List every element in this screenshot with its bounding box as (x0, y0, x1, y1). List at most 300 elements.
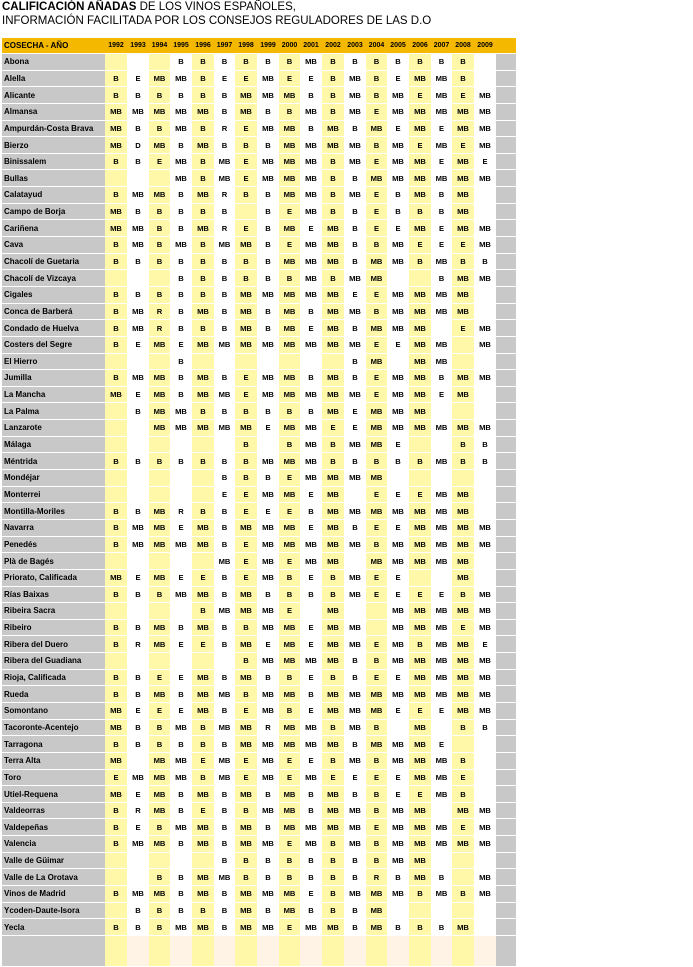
rating-cell: MB (170, 103, 192, 120)
rating-cell: MB (409, 170, 431, 187)
region-name: Plà de Bagés (2, 553, 105, 570)
rating-cell: E (366, 370, 387, 387)
rating-cell: MB (235, 719, 257, 736)
rating-cell: B (300, 403, 322, 420)
region-name: Conca de Barberá (2, 303, 105, 320)
rating-cell (127, 653, 149, 670)
rating-cell: MB (322, 370, 344, 387)
rating-cell: B (322, 719, 344, 736)
rating-cell: B (257, 270, 279, 287)
rating-cell: B (366, 536, 387, 553)
rating-cell: MB (279, 370, 300, 387)
rating-cell (474, 769, 496, 786)
rating-cell: B (192, 320, 214, 337)
table-row (2, 54, 516, 71)
year-header: 1997 (214, 38, 235, 54)
rating-cell (452, 403, 474, 420)
rating-cell: MB (452, 370, 474, 387)
rating-cell: MB (474, 103, 496, 120)
rating-cell: MB (409, 353, 431, 370)
rating-cell: B (192, 54, 214, 71)
rating-cell: MB (235, 919, 257, 936)
rating-cell: MB (387, 87, 409, 104)
rating-cell: MB (474, 669, 496, 686)
rating-cell: MB (387, 370, 409, 387)
rating-cell (170, 852, 192, 869)
rating-cell: MB (214, 686, 235, 703)
rating-cell: MB (279, 902, 300, 919)
rating-cell (431, 569, 452, 586)
row-tail (496, 270, 516, 287)
rating-cell: B (452, 752, 474, 769)
rating-cell (257, 436, 279, 453)
rating-cell: E (235, 553, 257, 570)
rating-cell: MB (322, 303, 344, 320)
row-tail (496, 54, 516, 71)
rating-cell: E (170, 519, 192, 536)
rating-cell: MB (192, 420, 214, 437)
rating-cell: MB (279, 87, 300, 104)
rating-cell: MB (149, 619, 170, 636)
rating-cell: MB (279, 719, 300, 736)
year-header: 2003 (344, 38, 366, 54)
rating-cell: E (257, 503, 279, 520)
table-row (2, 120, 516, 137)
region-name: Penedés (2, 536, 105, 553)
rating-cell: MB (192, 303, 214, 320)
table-row (2, 137, 516, 154)
rating-cell: E (474, 636, 496, 653)
rating-cell: MB (387, 852, 409, 869)
rating-cell: MB (235, 886, 257, 903)
rating-cell: MB (300, 919, 322, 936)
rating-cell: MB (257, 619, 279, 636)
rating-cell: E (366, 569, 387, 586)
region-name: La Palma (2, 403, 105, 420)
rating-cell (474, 752, 496, 769)
rating-cell (387, 902, 409, 919)
rating-cell: B (235, 653, 257, 670)
rating-cell: B (105, 153, 127, 170)
row-tail (496, 519, 516, 536)
region-name: Costers del Segre (2, 336, 105, 353)
rating-cell (409, 470, 431, 487)
rating-cell: MB (431, 536, 452, 553)
rating-cell: MB (452, 702, 474, 719)
rating-cell: MB (322, 802, 344, 819)
rating-cell: MB (387, 736, 409, 753)
rating-cell (105, 54, 127, 71)
rating-cell (170, 436, 192, 453)
rating-cell: E (387, 436, 409, 453)
rating-cell (127, 553, 149, 570)
rating-cell: B (127, 719, 149, 736)
rating-cell (431, 802, 452, 819)
rating-cell: MB (409, 503, 431, 520)
rating-cell: MB (474, 653, 496, 670)
rating-cell: MB (279, 220, 300, 237)
rating-cell: B (452, 719, 474, 736)
row-tail (496, 802, 516, 819)
rating-cell: MB (192, 586, 214, 603)
rating-cell: B (105, 586, 127, 603)
rating-cell: B (214, 503, 235, 520)
rating-cell (431, 719, 452, 736)
rating-cell: MB (474, 603, 496, 620)
rating-cell: B (344, 353, 366, 370)
rating-cell: B (300, 87, 322, 104)
rating-cell (149, 603, 170, 620)
rating-cell: B (105, 836, 127, 853)
rating-cell (300, 353, 322, 370)
rating-cell: MB (300, 436, 322, 453)
rating-cell: B (387, 203, 409, 220)
rating-cell: MB (279, 786, 300, 803)
rating-cell: B (366, 653, 387, 670)
rating-cell: E (387, 569, 409, 586)
rating-cell: MB (214, 603, 235, 620)
region-name: Málaga (2, 436, 105, 453)
row-tail (496, 669, 516, 686)
rating-cell: MB (257, 919, 279, 936)
rating-cell: MB (279, 336, 300, 353)
rating-cell: B (214, 403, 235, 420)
rating-cell (431, 902, 452, 919)
rating-cell: MB (279, 170, 300, 187)
rating-cell: B (192, 719, 214, 736)
rating-cell: B (257, 103, 279, 120)
rating-cell: MB (366, 553, 387, 570)
rating-cell: MB (409, 686, 431, 703)
rating-cell: MB (257, 453, 279, 470)
rating-cell: MB (235, 819, 257, 836)
rating-cell: MB (366, 320, 387, 337)
row-tail (496, 603, 516, 620)
rating-cell: B (279, 403, 300, 420)
table-row (2, 802, 516, 819)
rating-cell: MB (344, 87, 366, 104)
rating-cell (105, 603, 127, 620)
rating-cell: E (300, 752, 322, 769)
rating-cell: MB (257, 386, 279, 403)
rating-cell: MB (322, 553, 344, 570)
rating-cell: MB (452, 420, 474, 437)
rating-cell: E (344, 403, 366, 420)
rating-cell: MB (149, 187, 170, 204)
rating-cell: E (431, 120, 452, 137)
rating-cell: MB (149, 769, 170, 786)
rating-cell: MB (431, 486, 452, 503)
rating-cell: B (105, 503, 127, 520)
rating-cell: MB (192, 187, 214, 204)
rating-cell: MB (170, 719, 192, 736)
filler-cell (322, 935, 344, 966)
rating-cell: MB (149, 536, 170, 553)
rating-cell: E (235, 702, 257, 719)
rating-cell: B (474, 453, 496, 470)
rating-cell (474, 403, 496, 420)
rating-cell: B (214, 786, 235, 803)
rating-cell: MB (322, 137, 344, 154)
rating-cell: B (366, 70, 387, 87)
rating-cell: B (344, 453, 366, 470)
rating-cell: B (322, 153, 344, 170)
rating-cell: E (300, 636, 322, 653)
rating-cell: MB (127, 320, 149, 337)
rating-cell (149, 270, 170, 287)
rating-cell (127, 270, 149, 287)
rating-cell: R (366, 869, 387, 886)
rating-cell: MB (322, 120, 344, 137)
rating-cell: E (279, 752, 300, 769)
rating-cell: MB (279, 653, 300, 670)
filler-cell (127, 935, 149, 966)
rating-cell (452, 736, 474, 753)
rating-cell: B (322, 586, 344, 603)
rating-cell: MB (300, 54, 322, 71)
rating-cell: MB (452, 686, 474, 703)
rating-cell: E (431, 586, 452, 603)
rating-cell (474, 187, 496, 204)
rating-cell: E (366, 103, 387, 120)
rating-cell: E (431, 153, 452, 170)
region-name: Priorato, Calificada (2, 569, 105, 586)
rating-cell: MB (344, 103, 366, 120)
rating-cell: E (322, 769, 344, 786)
rating-cell: B (409, 636, 431, 653)
rating-cell: MB (344, 702, 366, 719)
rating-cell (474, 203, 496, 220)
row-tail (496, 769, 516, 786)
rating-cell: MB (257, 153, 279, 170)
rating-cell: B (192, 453, 214, 470)
rating-cell: MB (366, 403, 387, 420)
rating-cell: MB (235, 286, 257, 303)
rating-cell: E (452, 619, 474, 636)
rating-cell: E (235, 769, 257, 786)
rating-cell: MB (322, 786, 344, 803)
rating-cell: MB (192, 370, 214, 387)
rating-cell: B (387, 453, 409, 470)
rating-cell: B (300, 686, 322, 703)
rating-cell (105, 353, 127, 370)
rating-cell: MB (300, 286, 322, 303)
rating-cell: MB (214, 420, 235, 437)
rating-cell: MB (214, 553, 235, 570)
rating-cell: MB (214, 719, 235, 736)
rating-cell: B (344, 253, 366, 270)
rating-cell (431, 852, 452, 869)
rating-cell (322, 353, 344, 370)
rating-cell: B (127, 87, 149, 104)
rating-cell: B (235, 137, 257, 154)
rating-cell (474, 919, 496, 936)
rating-cell (344, 486, 366, 503)
table-row (2, 603, 516, 620)
rating-cell (192, 486, 214, 503)
rating-cell: MB (344, 636, 366, 653)
table-row (2, 902, 516, 919)
rating-cell: D (127, 137, 149, 154)
table-row (2, 786, 516, 803)
rating-cell: E (300, 486, 322, 503)
rating-cell: MB (300, 336, 322, 353)
rating-cell: MB (409, 553, 431, 570)
rating-cell: MB (214, 336, 235, 353)
row-tail (496, 436, 516, 453)
rating-cell (366, 619, 387, 636)
region-name: Valdepeñas (2, 819, 105, 836)
rating-cell: MB (149, 137, 170, 154)
rating-cell: MB (366, 736, 387, 753)
rating-cell: B (105, 519, 127, 536)
rating-cell: B (214, 453, 235, 470)
rating-cell: E (366, 636, 387, 653)
rating-cell: B (170, 286, 192, 303)
region-name: Condado de Huelva (2, 320, 105, 337)
rating-cell: B (235, 54, 257, 71)
title-rest: DE LOS VINOS ESPAÑOLES, (136, 1, 296, 13)
rating-cell: B (149, 203, 170, 220)
rating-cell: MB (452, 836, 474, 853)
rating-cell: B (192, 203, 214, 220)
rating-cell: B (170, 836, 192, 853)
rating-cell: MB (387, 836, 409, 853)
rating-cell: B (344, 203, 366, 220)
rating-cell: B (452, 54, 474, 71)
region-name: Valle de La Orotava (2, 869, 105, 886)
rating-cell: MB (387, 303, 409, 320)
rating-cell: E (235, 486, 257, 503)
rating-cell: B (257, 869, 279, 886)
rating-cell: MB (279, 320, 300, 337)
filler-cell (149, 935, 170, 966)
rating-cell: MB (322, 702, 344, 719)
rating-cell: MB (257, 70, 279, 87)
region-name: Bullas (2, 170, 105, 187)
rating-cell: MB (322, 403, 344, 420)
rating-cell (127, 486, 149, 503)
rating-cell (387, 270, 409, 287)
rating-cell: MB (387, 553, 409, 570)
rating-cell (431, 320, 452, 337)
rating-cell: E (105, 769, 127, 786)
region-name: Lanzarote (2, 420, 105, 437)
rating-cell: MB (279, 286, 300, 303)
rating-cell: B (366, 836, 387, 853)
region-name: Alicante (2, 87, 105, 104)
rating-cell: E (149, 153, 170, 170)
rating-cell: MB (474, 586, 496, 603)
rating-cell: B (279, 569, 300, 586)
rating-cell: B (214, 669, 235, 686)
year-header: 1992 (105, 38, 127, 54)
rating-cell: B (409, 919, 431, 936)
rating-cell (387, 719, 409, 736)
rating-cell: B (235, 453, 257, 470)
rating-cell: B (214, 586, 235, 603)
rating-cell: B (149, 237, 170, 254)
rating-cell: MB (170, 536, 192, 553)
rating-cell: MB (170, 769, 192, 786)
region-name: Campo de Borja (2, 203, 105, 220)
rating-cell: E (192, 752, 214, 769)
rating-cell: E (192, 569, 214, 586)
rating-cell: E (279, 553, 300, 570)
rating-cell: B (149, 286, 170, 303)
table-row (2, 253, 516, 270)
row-tail (496, 752, 516, 769)
row-tail (496, 486, 516, 503)
rating-cell: E (214, 486, 235, 503)
rating-cell: B (344, 653, 366, 670)
rating-cell (474, 786, 496, 803)
rating-cell: R (214, 120, 235, 137)
rating-cell: MB (452, 486, 474, 503)
rating-cell: B (105, 336, 127, 353)
rating-cell: B (322, 203, 344, 220)
rating-cell: MB (387, 170, 409, 187)
rating-cell: MB (366, 702, 387, 719)
region-name: Vinos de Madrid (2, 886, 105, 903)
rating-cell (192, 353, 214, 370)
rating-cell: B (105, 370, 127, 387)
rating-cell: MB (474, 869, 496, 886)
rating-cell: B (214, 636, 235, 653)
year-header: 2006 (409, 38, 431, 54)
rating-cell: MB (279, 303, 300, 320)
rating-cell: B (431, 919, 452, 936)
region-name: Monterrei (2, 486, 105, 503)
rating-cell: MB (431, 353, 452, 370)
year-header: 2008 (452, 38, 474, 54)
rating-cell: MB (235, 736, 257, 753)
rating-cell (149, 470, 170, 487)
rating-cell: B (105, 886, 127, 903)
rating-cell: B (127, 686, 149, 703)
rating-cell: MB (192, 786, 214, 803)
rating-cell: MB (344, 153, 366, 170)
rating-cell: B (300, 303, 322, 320)
rating-cell: B (344, 370, 366, 387)
rating-cell: MB (279, 386, 300, 403)
rating-cell: MB (105, 120, 127, 137)
rating-cell: MB (409, 619, 431, 636)
rating-cell: B (214, 836, 235, 853)
rating-cell: MB (344, 752, 366, 769)
rating-cell (105, 902, 127, 919)
region-name: Valle de Güimar (2, 852, 105, 869)
year-header: 2001 (300, 38, 322, 54)
rating-cell: E (300, 220, 322, 237)
rating-cell: MB (149, 70, 170, 87)
rating-cell: MB (409, 220, 431, 237)
rating-cell: B (192, 286, 214, 303)
rating-cell: B (366, 137, 387, 154)
rating-cell: B (431, 203, 452, 220)
rating-cell (127, 869, 149, 886)
rating-cell: B (322, 886, 344, 903)
rating-cell: B (170, 453, 192, 470)
filler-cell (214, 935, 235, 966)
table-row (2, 719, 516, 736)
rating-cell: E (387, 336, 409, 353)
rating-cell: MB (409, 403, 431, 420)
rating-cell: MB (474, 320, 496, 337)
rating-cell: B (344, 519, 366, 536)
rating-cell: MB (409, 869, 431, 886)
rating-cell: E (409, 586, 431, 603)
